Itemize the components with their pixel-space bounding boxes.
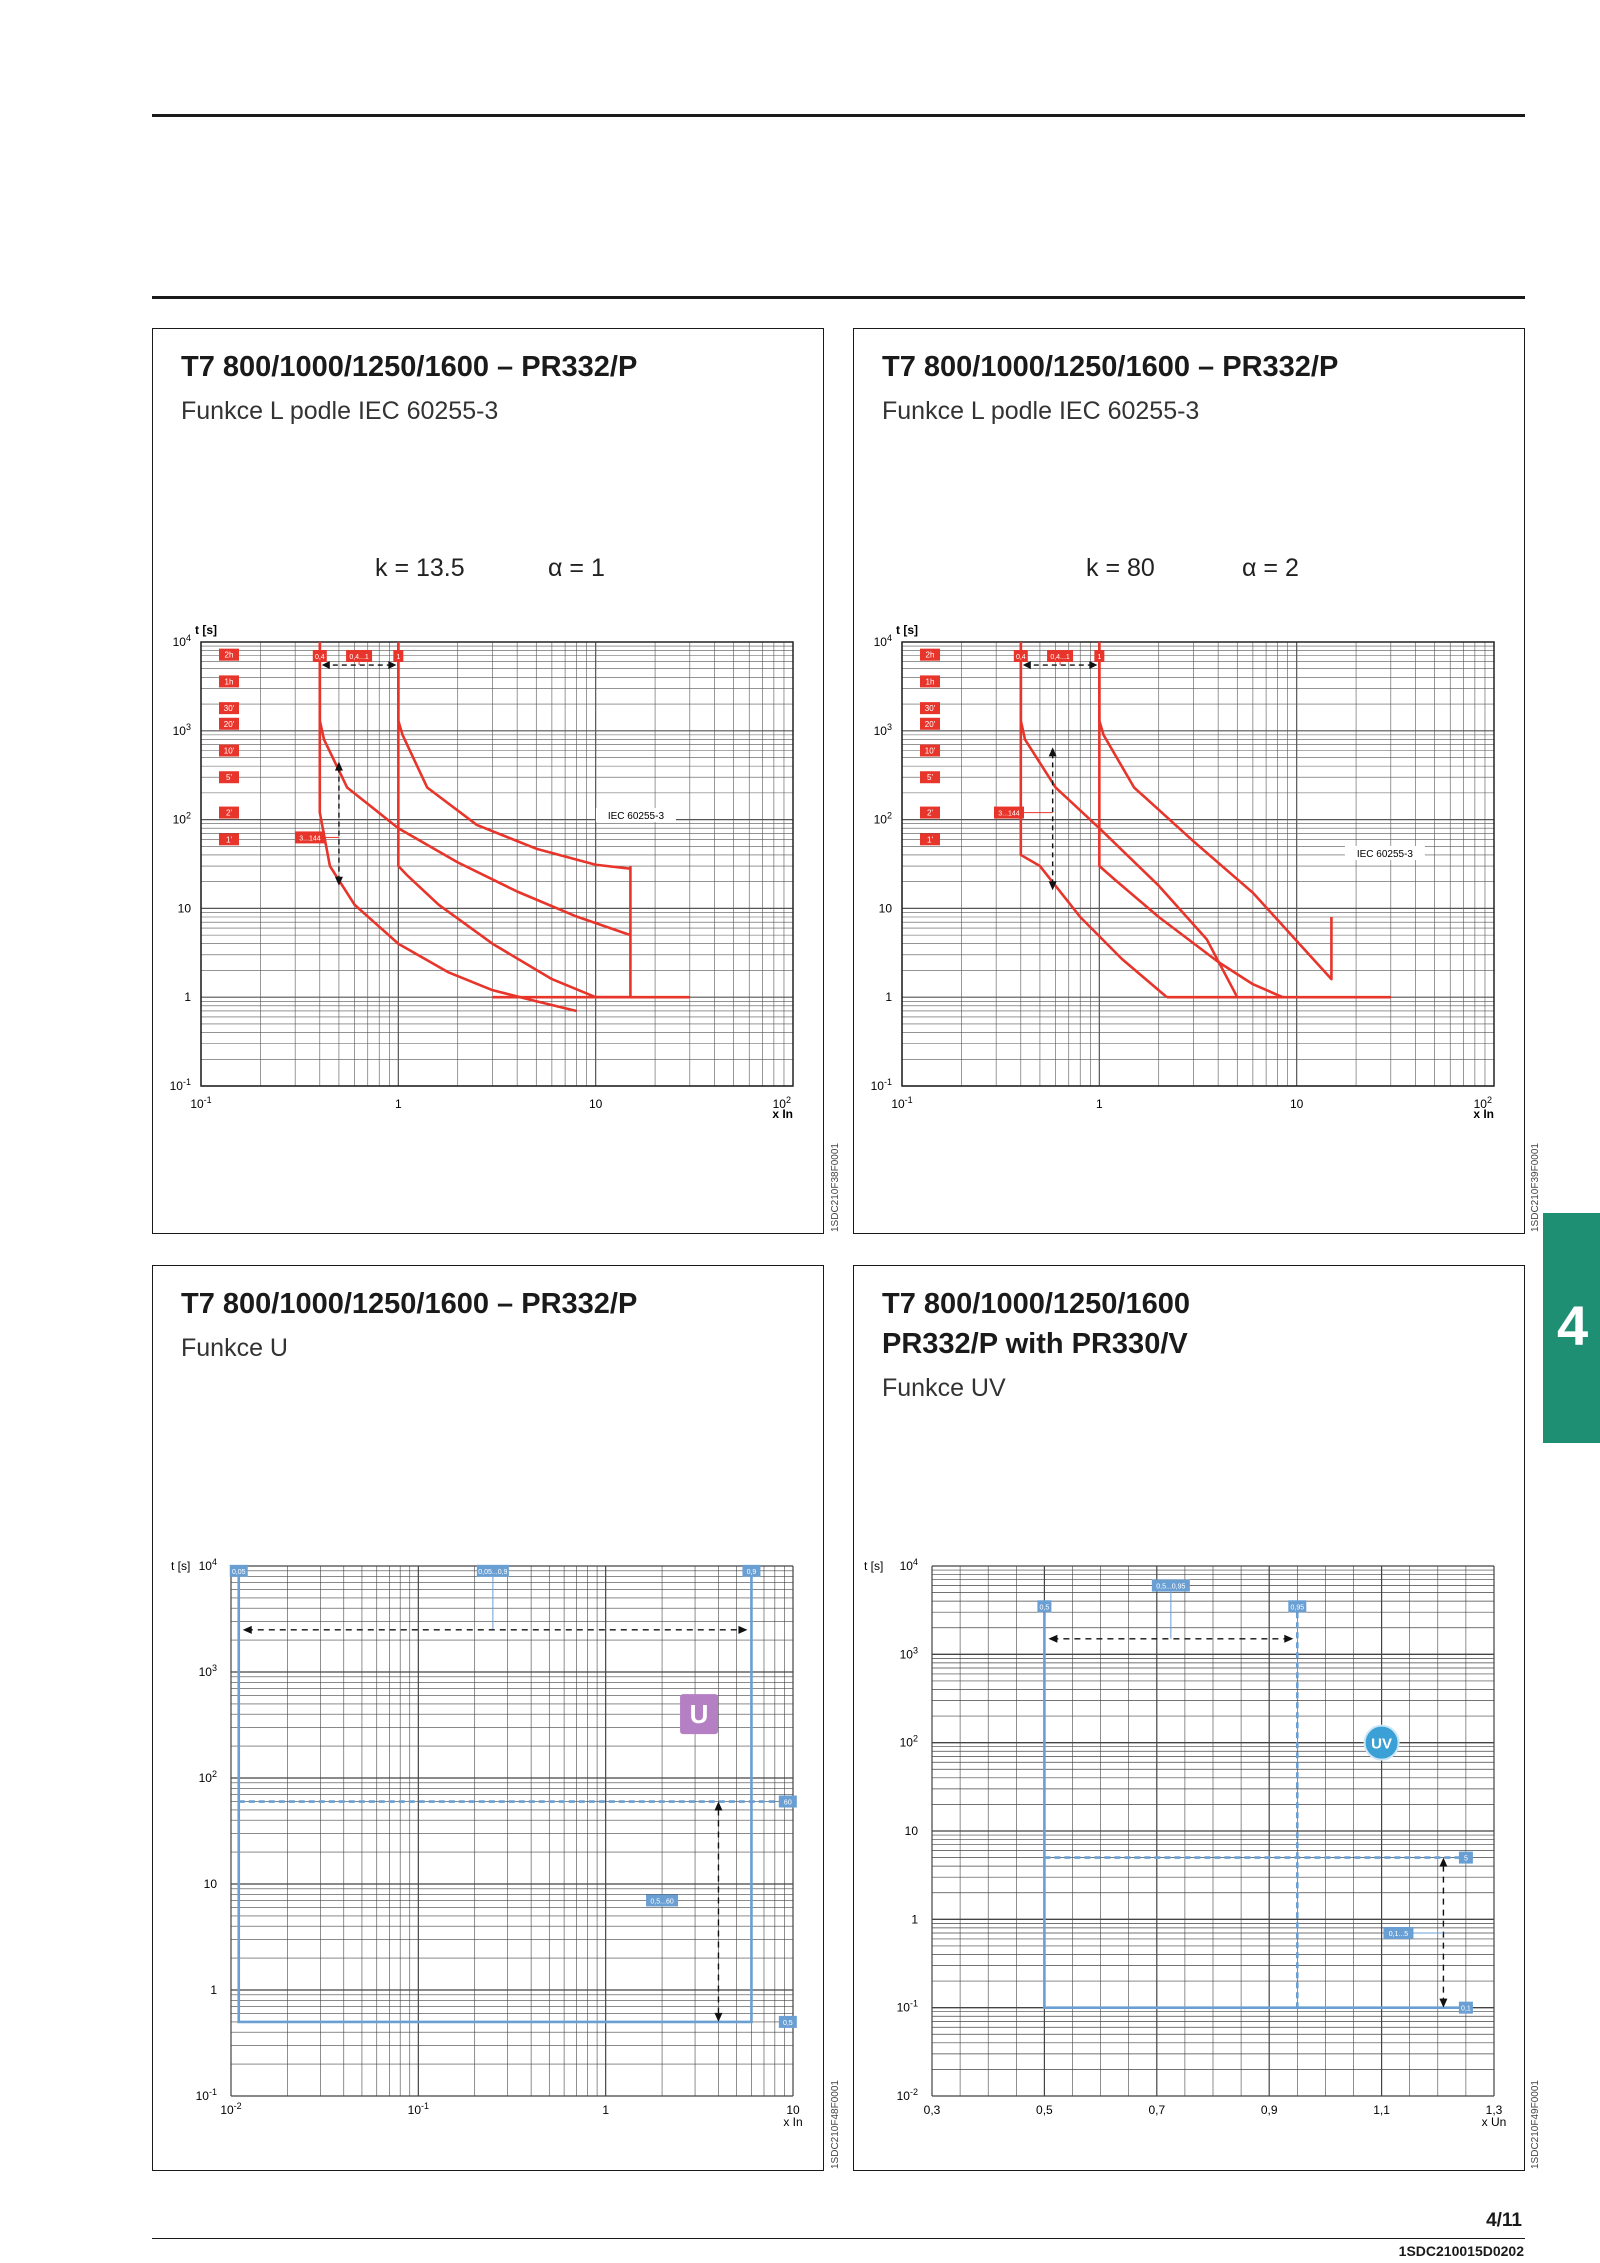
top-tag-label: 0,4...1 xyxy=(349,654,369,661)
trip-curve xyxy=(320,642,577,1011)
x-tick-label: 10 xyxy=(786,2103,800,2117)
time-tag-label: 5' xyxy=(927,773,933,783)
top-tag-label: 0,05 xyxy=(231,1568,246,1576)
time-tag-label: 2h xyxy=(925,650,935,660)
plot-frame xyxy=(902,642,1494,1086)
time-tag-label: 2' xyxy=(927,808,933,818)
arrow-head xyxy=(738,1626,747,1634)
time-tag-label: 1' xyxy=(927,835,933,845)
x-axis-label: x In xyxy=(783,2115,803,2129)
x-tick-label: $10^{-2}$ xyxy=(220,2101,242,2117)
y-tick-label: 10 xyxy=(177,901,191,916)
arrow-head xyxy=(714,2013,722,2022)
x-tick-label: $10^{-1}$ xyxy=(407,2101,430,2117)
annotation-label: IEC 60255-3 xyxy=(1356,848,1413,860)
y-tick-label: 1 xyxy=(210,1983,217,1997)
chart-l-k80 xyxy=(854,584,1524,1234)
y-tick-label: $10^{-1}$ xyxy=(169,1077,191,1093)
annotation-label: IEC 60255-3 xyxy=(607,810,665,822)
y-axis-label: t [s] xyxy=(864,1559,884,1573)
y-tick-label: $10^2$ xyxy=(198,1769,217,1785)
side-code: 1SDC210F39F0001 xyxy=(1530,1143,1541,1232)
x-axis-label: x In xyxy=(772,1107,793,1121)
section-tab-label: 4 xyxy=(1557,1294,1589,1357)
param-alpha: α = 1 xyxy=(548,554,605,582)
top-tag-label: 0,4 xyxy=(1015,654,1026,661)
time-tag-label: 2' xyxy=(226,808,232,818)
y-tick-label: 10 xyxy=(904,1824,918,1838)
y-axis-label: t [s] xyxy=(896,623,918,637)
top-tag-label: 1 xyxy=(1097,654,1102,661)
y-axis-label: t [s] xyxy=(195,623,217,637)
arrow-head xyxy=(714,1802,722,1811)
arrow-head xyxy=(1089,661,1097,669)
side-code: 1SDC210F38F0001 xyxy=(830,1143,841,1232)
time-tag-label: 20' xyxy=(223,719,235,729)
x-tick-label: 1 xyxy=(1095,1097,1103,1111)
y-tick-label: $10^{-1}$ xyxy=(870,1077,892,1093)
arrow-head xyxy=(243,1626,252,1634)
time-tag-label: 10' xyxy=(924,746,936,756)
trip-curve xyxy=(1044,1612,1466,2007)
y-tick-label: $10^4$ xyxy=(873,633,892,649)
y-tick-label: 1 xyxy=(911,1912,918,1927)
param-k: k = 80 xyxy=(1086,554,1155,582)
panel-subtitle: Funkce L podle IEC 60255-3 xyxy=(882,397,1200,425)
mid-marker-label: 0,1...5 xyxy=(1388,1931,1409,1939)
panel-subtitle: Funkce UV xyxy=(882,1374,1006,1402)
x-axis-label: x Un xyxy=(1481,2115,1507,2129)
y-tick-label: $10^2$ xyxy=(899,1733,918,1750)
x-tick-label: $10^{-1}$ xyxy=(891,1095,913,1111)
time-tag-label: 1h xyxy=(224,677,234,687)
doc-code: 1SDC210015D0202 xyxy=(1398,2243,1524,2259)
arrow-head xyxy=(1284,1635,1293,1643)
time-tag-label: 1' xyxy=(226,835,232,845)
arrow-head xyxy=(1439,1999,1447,2008)
top-tag-label: 0,4...1 xyxy=(1050,654,1070,661)
y-tick-label: $10^3$ xyxy=(899,1645,918,1662)
arrow-head xyxy=(1023,661,1031,669)
mid-marker-label: 0,5...60 xyxy=(650,1898,674,1906)
time-tag-label: 10' xyxy=(223,746,235,756)
x-tick-label: 10 xyxy=(588,1097,603,1111)
y-tick-label: 1 xyxy=(885,990,892,1005)
x-tick-label: $10^2$ xyxy=(772,1095,791,1111)
y-tick-label: $10^4$ xyxy=(198,1557,217,1573)
y-tick-label: $10^{-1}$ xyxy=(896,1998,918,2015)
y-tick-label: $10^2$ xyxy=(172,810,191,827)
time-tag-label: 1h xyxy=(925,677,935,687)
y-tick-label: $10^4$ xyxy=(899,1557,918,1573)
x-tick-label: $10^{-1}$ xyxy=(190,1095,212,1111)
top-tag-label: 0,95 xyxy=(1290,1604,1305,1612)
panel-title: T7 800/1000/1250/1600 PR332/P with PR330/V xyxy=(882,1288,1190,1360)
top-tag-label: 0,5 xyxy=(1039,1604,1050,1612)
time-tag-label: 30' xyxy=(223,704,235,714)
panel-u xyxy=(152,1265,824,2171)
y-tick-label: 10 xyxy=(878,901,892,916)
right-tag-label: 0,5 xyxy=(782,2019,793,2027)
y-tick-label: $10^3$ xyxy=(198,1663,217,1679)
section-tab xyxy=(1543,1213,1600,1443)
u-badge-label: U xyxy=(689,1699,709,1730)
y-tick-label: $10^{-1}$ xyxy=(195,2087,217,2103)
x-axis-label: x In xyxy=(1473,1107,1494,1121)
chart-l-k13 xyxy=(153,584,823,1234)
panel-uv xyxy=(853,1265,1525,2171)
top-tag-label: 0,05...0,9 xyxy=(478,1568,508,1576)
y-tick-label: 1 xyxy=(184,990,191,1005)
page-number: 4/11 xyxy=(1486,2210,1522,2231)
arrow-head xyxy=(388,661,396,669)
top-tag-label: 1 xyxy=(396,654,401,661)
x-tick-label: 0,5 xyxy=(1036,2103,1053,2117)
y-tick-label: $10^{-2}$ xyxy=(896,2087,918,2103)
panel-title: T7 800/1000/1250/1600 – PR332/P xyxy=(181,351,638,383)
arrow-head xyxy=(322,661,330,669)
x-tick-label: 1 xyxy=(394,1097,402,1111)
trip-curve xyxy=(239,1566,752,2022)
param-alpha: α = 2 xyxy=(1242,554,1299,582)
y-axis-label: t [s] xyxy=(171,1559,191,1573)
chart-uv xyxy=(854,1521,1524,2171)
chart-u xyxy=(153,1521,823,2171)
time-tag-label: 5' xyxy=(226,773,232,783)
panel-l-k13 xyxy=(152,328,824,1234)
section-rule xyxy=(152,296,1525,299)
x-tick-label: 0,9 xyxy=(1260,2103,1278,2117)
top-tag-label: 0,4 xyxy=(314,654,325,661)
panel-subtitle: Funkce U xyxy=(181,1334,288,1362)
left-marker-label: 3...144 xyxy=(998,810,1020,818)
x-tick-label: 10 xyxy=(1289,1097,1304,1111)
y-tick-label: $10^4$ xyxy=(172,633,191,649)
y-tick-label: $10^2$ xyxy=(873,810,892,827)
side-code: 1SDC210F49F0001 xyxy=(1530,2080,1541,2169)
panel-title: T7 800/1000/1250/1600 – PR332/P xyxy=(181,1288,638,1320)
x-tick-label: 1 xyxy=(602,2103,610,2117)
x-tick-label: 1,1 xyxy=(1373,2103,1390,2117)
right-tag-label: 0,1 xyxy=(1461,2005,1471,2013)
y-tick-label: $10^3$ xyxy=(873,721,892,738)
x-tick-label: 1,3 xyxy=(1485,2103,1503,2117)
top-tag-label: 0,5...0,95 xyxy=(1156,1583,1186,1591)
y-tick-label: 10 xyxy=(203,1877,217,1891)
arrow-head xyxy=(1439,1858,1447,1867)
param-k: k = 13.5 xyxy=(375,554,465,582)
footer-rule xyxy=(152,2238,1525,2239)
trip-curve xyxy=(320,642,631,935)
right-tag-label: 60 xyxy=(783,1799,792,1807)
top-tag-label: 0,9 xyxy=(746,1568,757,1576)
left-marker-label: 3...144 xyxy=(299,835,321,843)
time-tag-label: 2h xyxy=(224,650,234,660)
panel-title: T7 800/1000/1250/1600 – PR332/P xyxy=(882,351,1339,383)
uv-badge-label: UV xyxy=(1371,1735,1393,1753)
y-tick-label: $10^3$ xyxy=(172,721,191,738)
side-code: 1SDC210F48F0001 xyxy=(830,2080,841,2169)
top-rule xyxy=(152,114,1525,117)
right-tag-label: 5 xyxy=(1463,1855,1468,1863)
x-tick-label: 0,7 xyxy=(1148,2103,1166,2117)
panel-l-k80 xyxy=(853,328,1525,1234)
time-tag-label: 30' xyxy=(924,704,936,714)
time-tag-label: 20' xyxy=(924,719,936,729)
x-tick-label: 0,3 xyxy=(923,2103,941,2117)
panel-subtitle: Funkce L podle IEC 60255-3 xyxy=(181,397,499,425)
plot-frame xyxy=(201,642,793,1086)
arrow-head xyxy=(1048,1635,1057,1643)
x-tick-label: $10^2$ xyxy=(1473,1095,1492,1111)
